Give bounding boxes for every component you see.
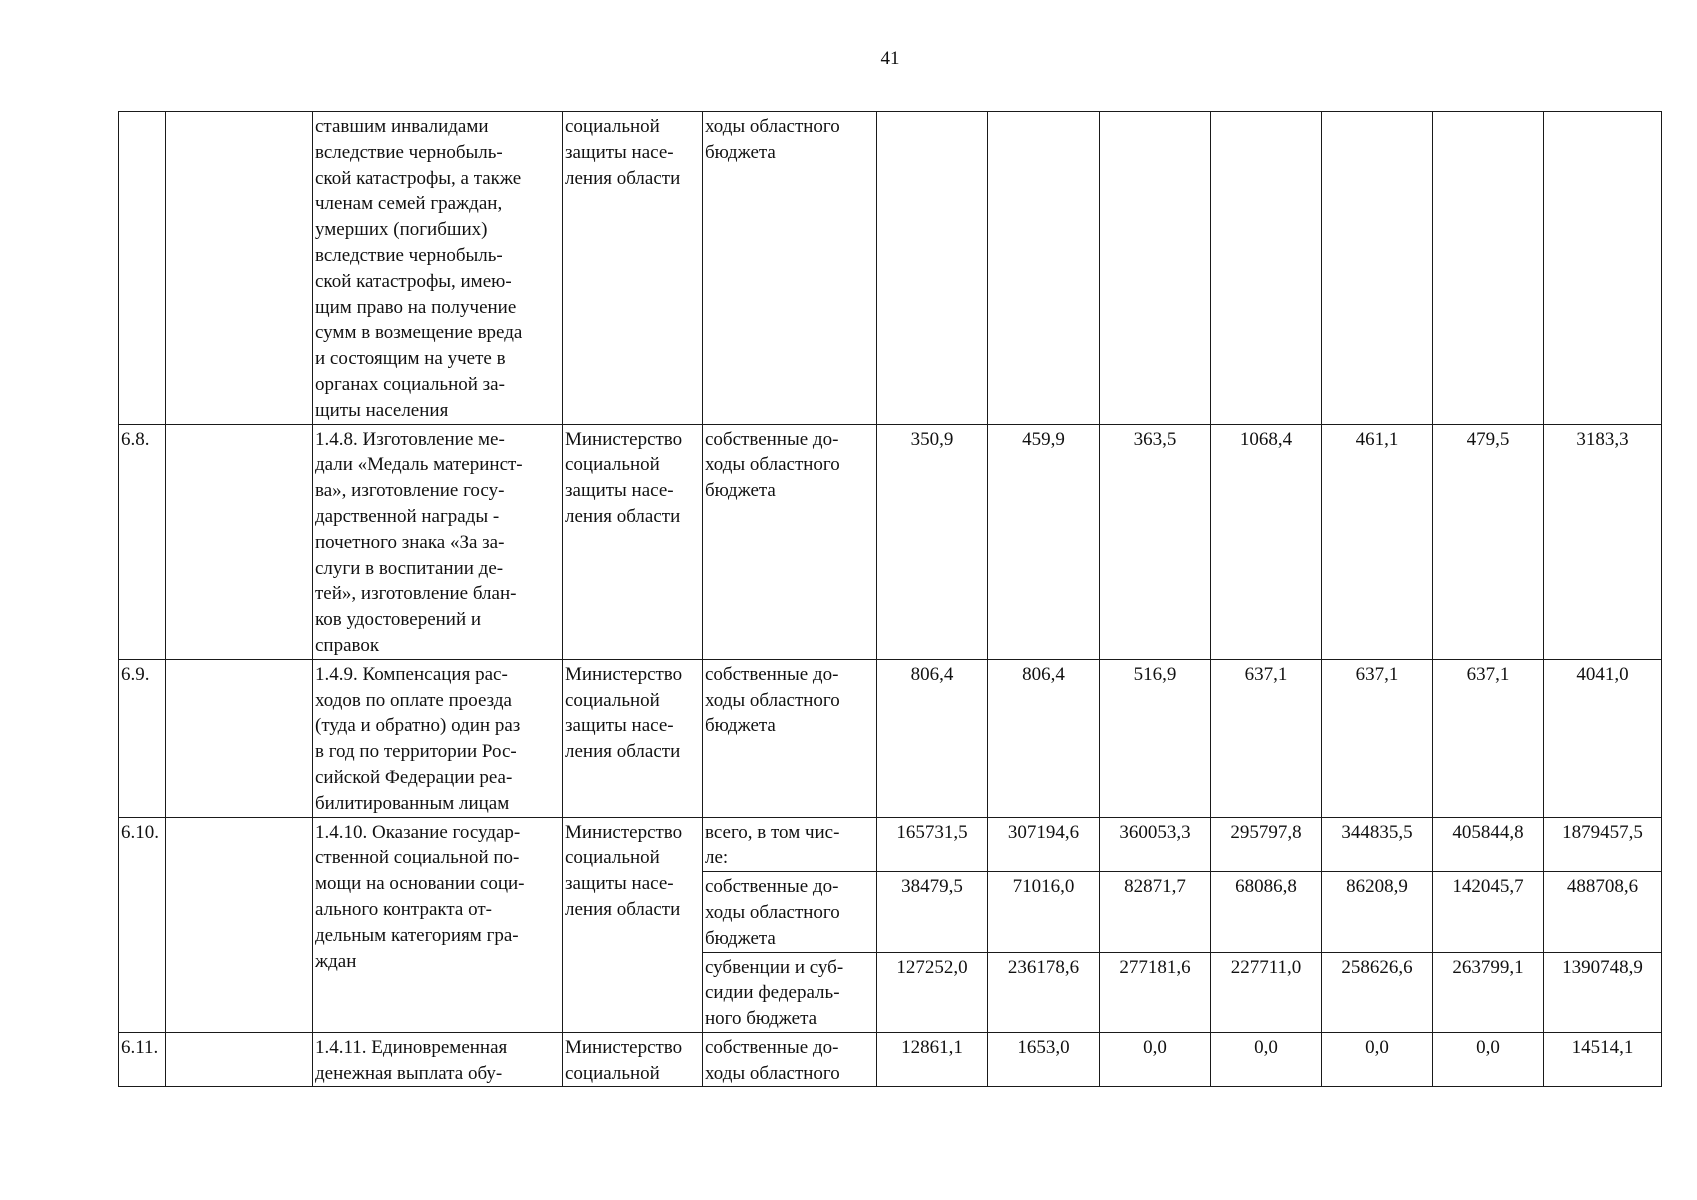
blank-cell — [166, 424, 313, 659]
value-cell: 236178,6 — [988, 952, 1100, 1032]
value-cell — [1544, 112, 1662, 425]
value-cell: 82871,7 — [1100, 872, 1211, 952]
funding-source: собственные до- ходы областного бюджета — [703, 872, 877, 952]
funding-source: собственные до- ходы областного бюджета — [703, 659, 877, 817]
activity-name: 1.4.11. Единовременная денежная выплата обу- — [313, 1032, 563, 1087]
value-cell — [1322, 112, 1433, 425]
value-cell: 637,1 — [1433, 659, 1544, 817]
activity-name: 1.4.10. Оказание государ- ственной социальной по- мощи на основании соци- ального контракта от- дельным категориям гра- ждан — [313, 817, 563, 1032]
value-cell: 277181,6 — [1100, 952, 1211, 1032]
row-index: 6.11. — [119, 1032, 166, 1087]
value-cell: 1879457,5 — [1544, 817, 1662, 872]
activity-name: 1.4.9. Компенсация рас- ходов по оплате проезда (туда и обратно) один раз в год по территории Рос- сийской Федерации реа- билитированным лицам — [313, 659, 563, 817]
value-cell: 806,4 — [877, 659, 988, 817]
value-cell: 344835,5 — [1322, 817, 1433, 872]
value-cell: 0,0 — [1211, 1032, 1322, 1087]
value-cell: 4041,0 — [1544, 659, 1662, 817]
value-cell: 14514,1 — [1544, 1032, 1662, 1087]
funding-source: собственные до- ходы областного бюджета — [703, 424, 877, 659]
value-cell: 461,1 — [1322, 424, 1433, 659]
value-cell: 127252,0 — [877, 952, 988, 1032]
activity-name: ставшим инвалидами вследствие чернобыль- ской катастрофы, а также членам семей граждан, умерших (погибших) вследствие чернобыль- ской катастрофы, имею- щим право на получение сумм в возмещение вреда и состоящим на учете в органах социальной за- щиты населения — [313, 112, 563, 425]
value-cell: 142045,7 — [1433, 872, 1544, 952]
value-cell — [1211, 112, 1322, 425]
blank-cell — [166, 659, 313, 817]
row-index: 6.9. — [119, 659, 166, 817]
value-cell: 3183,3 — [1544, 424, 1662, 659]
budget-table — [118, 111, 1662, 1087]
executor: Министерство социальной защиты насе- ления области — [563, 817, 703, 1032]
value-cell: 68086,8 — [1211, 872, 1322, 952]
table-row — [119, 1032, 1662, 1087]
value-cell: 38479,5 — [877, 872, 988, 952]
value-cell: 479,5 — [1433, 424, 1544, 659]
funding-source: собственные до- ходы областного — [703, 1032, 877, 1087]
value-cell: 0,0 — [1100, 1032, 1211, 1087]
blank-cell — [166, 1032, 313, 1087]
funding-source: ходы областного бюджета — [703, 112, 877, 425]
value-cell: 363,5 — [1100, 424, 1211, 659]
value-cell: 0,0 — [1433, 1032, 1544, 1087]
value-cell: 1390748,9 — [1544, 952, 1662, 1032]
value-cell: 637,1 — [1322, 659, 1433, 817]
value-cell: 637,1 — [1211, 659, 1322, 817]
executor: Министерство социальной защиты насе- ления области — [563, 424, 703, 659]
value-cell — [877, 112, 988, 425]
value-cell: 350,9 — [877, 424, 988, 659]
blank-cell — [166, 817, 313, 1032]
value-cell: 307194,6 — [988, 817, 1100, 872]
row-index — [119, 112, 166, 425]
value-cell: 227711,0 — [1211, 952, 1322, 1032]
value-cell: 263799,1 — [1433, 952, 1544, 1032]
funding-source: всего, в том чис- ле: — [703, 817, 877, 872]
value-cell: 516,9 — [1100, 659, 1211, 817]
row-index: 6.8. — [119, 424, 166, 659]
value-cell: 86208,9 — [1322, 872, 1433, 952]
value-cell: 71016,0 — [988, 872, 1100, 952]
value-cell: 12861,1 — [877, 1032, 988, 1087]
value-cell: 258626,6 — [1322, 952, 1433, 1032]
value-cell: 488708,6 — [1544, 872, 1662, 952]
executor: Министерство социальной — [563, 1032, 703, 1087]
value-cell: 360053,3 — [1100, 817, 1211, 872]
executor: Министерство социальной защиты насе- ления области — [563, 659, 703, 817]
value-cell: 806,4 — [988, 659, 1100, 817]
blank-cell — [166, 112, 313, 425]
table-row — [119, 424, 1662, 659]
table-row — [119, 659, 1662, 817]
value-cell — [1433, 112, 1544, 425]
value-cell — [988, 112, 1100, 425]
table-row — [119, 817, 1662, 872]
table-row — [119, 112, 1662, 425]
page-number: 41 — [880, 48, 900, 69]
value-cell: 1068,4 — [1211, 424, 1322, 659]
value-cell: 0,0 — [1322, 1032, 1433, 1087]
value-cell: 1653,0 — [988, 1032, 1100, 1087]
activity-name: 1.4.8. Изготовление ме- дали «Медаль материнст- ва», изготовление госу- дарственной награды - почетного знака «За за- слуги в воспитании де- тей», изготовление блан- ков удостоверений и справок — [313, 424, 563, 659]
funding-source: субвенции и суб- сидии федераль- ного бюджета — [703, 952, 877, 1032]
value-cell: 405844,8 — [1433, 817, 1544, 872]
row-index: 6.10. — [119, 817, 166, 1032]
value-cell — [1100, 112, 1211, 425]
value-cell: 459,9 — [988, 424, 1100, 659]
value-cell: 295797,8 — [1211, 817, 1322, 872]
executor: социальной защиты насе- ления области — [563, 112, 703, 425]
value-cell: 165731,5 — [877, 817, 988, 872]
